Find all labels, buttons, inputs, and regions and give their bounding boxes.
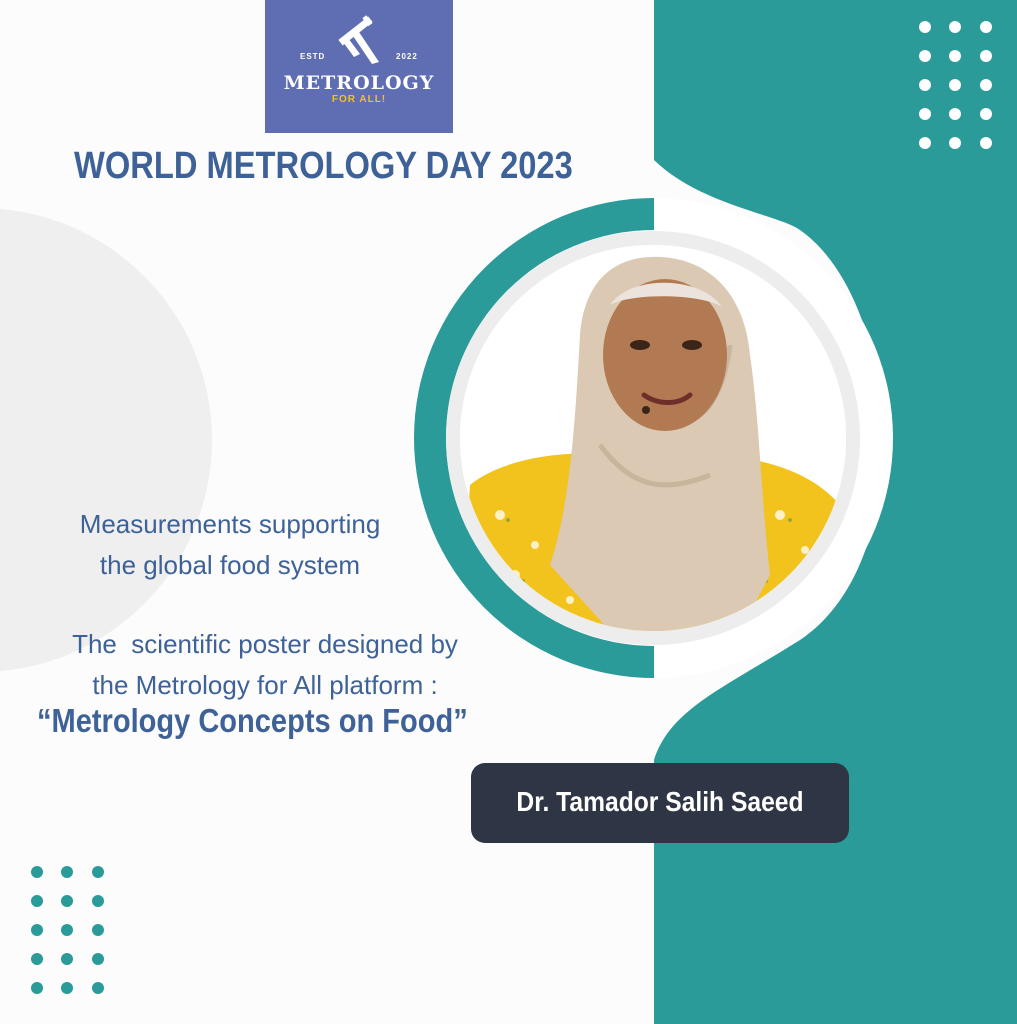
theme-text	[20, 504, 440, 586]
caliper-icon	[335, 14, 385, 64]
poster-line-2: the Metrology for All platform :	[92, 670, 438, 700]
theme-line-2: the global food system	[99, 550, 361, 580]
poster-description	[20, 624, 510, 706]
metrology-for-all-logo	[265, 0, 453, 133]
page-title: WORLD METROLOGY DAY 2023	[74, 145, 573, 187]
speaker-name: Dr. Tamador Salih Saeed	[516, 786, 804, 817]
logo-subtitle: FOR ALL!	[331, 94, 387, 105]
dot-grid-bottom-left	[31, 866, 104, 994]
poster-name: “Metrology Concepts on Food”	[37, 702, 468, 739]
theme-line-1: Measurements supporting	[79, 509, 381, 539]
logo-title: METROLOGY	[283, 72, 435, 94]
speaker-photo	[460, 245, 846, 631]
logo-estd-year: 2022	[396, 52, 418, 61]
poster-line-1: The scientific poster designed by	[72, 629, 458, 659]
speaker-name-badge	[471, 763, 849, 843]
grey-half-circle	[0, 208, 212, 672]
logo-estd-label: ESTD	[300, 52, 326, 61]
